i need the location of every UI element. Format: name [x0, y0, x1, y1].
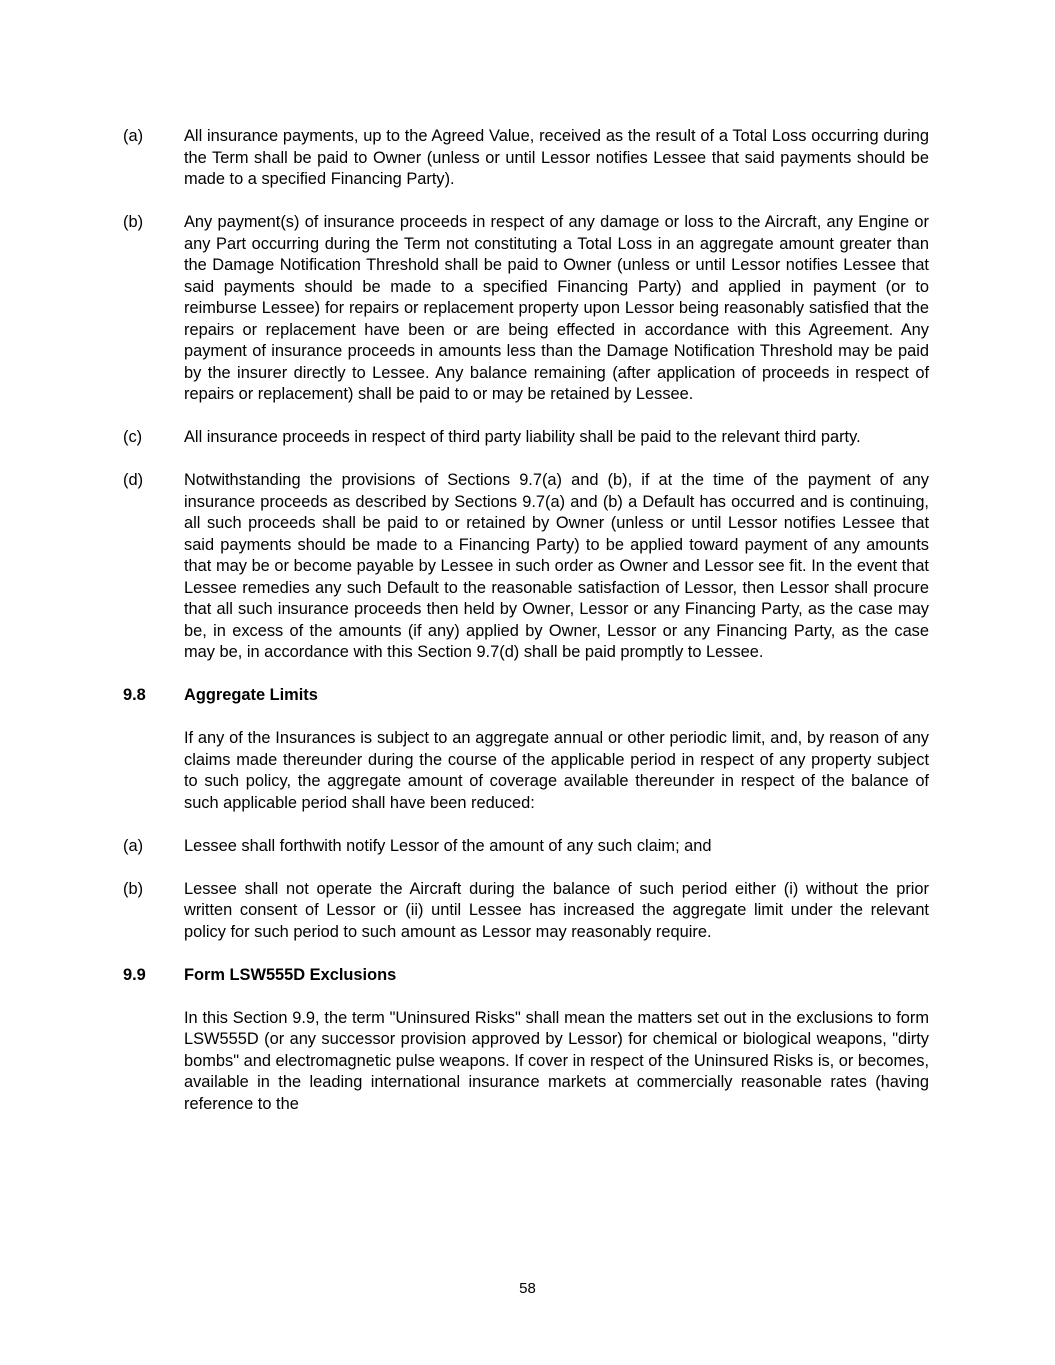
paragraph-text: In this Section 9.9, the term "Uninsured Risks" shall mean the matters set out in the exclusions to form LSW555D (or any successor provision approved by Lessor) for chemical or biological weapons, "dirty bombs" and electromagnetic pulse weapons. If cover in respect of the Uninsured Risks is, or becomes, available in the leading international insurance markets at commercially reasonable rates (having reference to the [184, 1008, 929, 1113]
lettered-paragraph [123, 126, 929, 191]
paragraph-letter-label: (b) [123, 213, 144, 231]
paragraph-text: If any of the Insurances is subject to an aggregate annual or other periodic limit, and, by reason of any claims made thereunder during the course of the applicable period in respect of any property subject to such policy, the aggregate amount of coverage available thereunder in respect of the balance of such applicable period shall have been reduced: [184, 729, 929, 812]
paragraph-text: Notwithstanding the provisions of Sections 9.7(a) and (b), if at the time of the payment of any insurance proceeds as described by Sections 9.7(a) and (b) a Default has occurred and is continuing, all such proceeds shall be paid to or retained by Owner (unless or until Lessor notifies Lessee that said payments should be made to a Financing Party) to be applied toward payment of any amounts that may be or become payable by Lessee in such order as Owner and Lessor see fit. In the event that Lessee remedies any such Default to the reasonable satisfaction of Lessor, then Lessor shall procure that all such insurance proceeds then held by Owner, Lessor or any Financing Party, as the case may be, in excess of the amounts (if any) applied by Owner, Lessor or any Financing Party, as the case may be, in accordance with this Section 9.7(d) shall be paid promptly to Lessee. [184, 471, 929, 661]
section-heading [123, 965, 929, 987]
paragraph-letter-label: (d) [123, 471, 144, 489]
section-title: Form LSW555D Exclusions [184, 965, 397, 984]
lettered-paragraph [123, 836, 929, 858]
section-number: 9.9 [123, 965, 146, 984]
paragraph-text: Any payment(s) of insurance proceeds in respect of any damage or loss to the Aircraft, any Engine or any Part occurring during the Term not constituting a Total Loss in an aggregate amount greater than the Damage Notification Threshold shall be paid to Owner (unless or until Lessor notifies Lessee that said payments should be made to a specified Financing Party) and applied in payment (or to reimburse Lessee) for repairs or replacement property upon Lessor being reasonably satisfied that the repairs or replacement have been or are being effected in accordance with this Agreement. Any payment of insurance proceeds in amounts less than the Damage Notification Threshold may be paid by the insurer directly to Lessee. Any balance remaining (after application of proceeds in respect of repairs or replacement) shall be paid to or may be retained by Lessee. [184, 213, 929, 403]
paragraph-text: All insurance proceeds in respect of third party liability shall be paid to the relevant third party. [184, 428, 861, 446]
paragraph-indent [123, 1008, 184, 1116]
lettered-paragraph [123, 427, 929, 449]
body-paragraph [123, 728, 929, 814]
paragraph-text: Lessee shall not operate the Aircraft during the balance of such period either (i) without the prior written consent of Lessor or (ii) until Lessee has increased the aggregate limit under the relevant policy for such period to such amount as Lessor may reasonably require. [184, 879, 929, 941]
page-footer [0, 1280, 1055, 1298]
body-paragraph [123, 1008, 929, 1116]
section-number: 9.8 [123, 686, 146, 704]
paragraph-letter-label: (b) [123, 879, 144, 898]
paragraph-text: All insurance payments, up to the Agreed Value, received as the result of a Total Loss occurring during the Term shall be paid to Owner (unless or until Lessor notifies Lessee that said payments should be made to a specified Financing Party). [184, 127, 929, 188]
page-number: 58 [519, 1280, 536, 1297]
paragraph-letter-label: (a) [123, 836, 144, 855]
lettered-paragraph [123, 879, 929, 944]
paragraph-letter-label: (c) [123, 428, 143, 446]
section-title: Aggregate Limits [184, 686, 318, 704]
paragraph-letter-label: (a) [123, 127, 144, 145]
lettered-paragraph [123, 212, 929, 406]
document-content [123, 126, 929, 1137]
paragraph-text: Lessee shall forthwith notify Lessor of the amount of any such claim; and [184, 836, 712, 855]
section-heading [123, 685, 929, 707]
lettered-paragraph [123, 470, 929, 664]
paragraph-indent [123, 728, 184, 814]
